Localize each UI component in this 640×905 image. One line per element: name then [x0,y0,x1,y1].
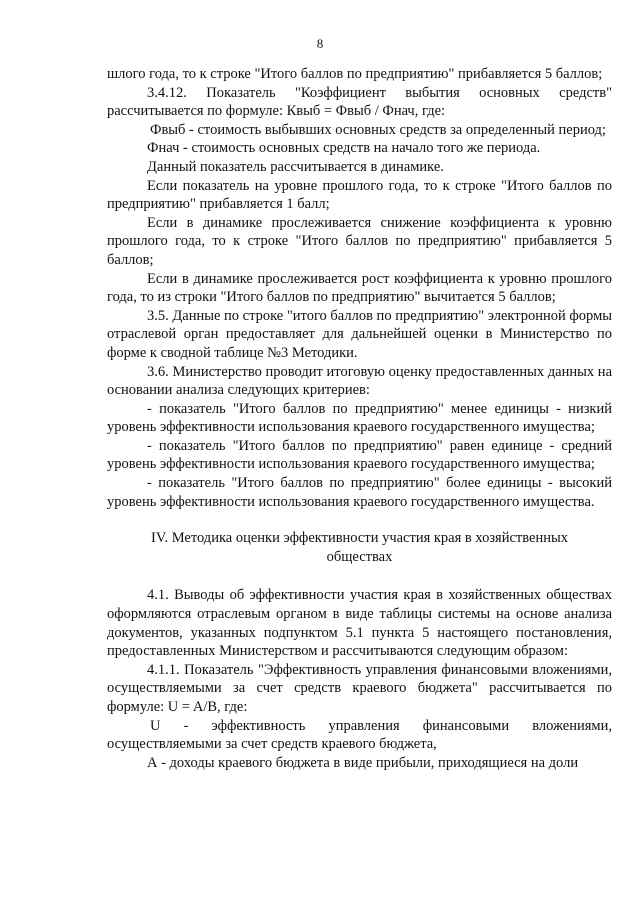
document-body [107,65,612,772]
paragraph-3-5: 3.5. Данные по строке "итого баллов по предприятию" электронной формы отраслевой орган предоставляет для дальнейшей оценки в Министерство по форме к сводной таблице №3 Методики. [107,307,612,361]
paragraph-3-4-12: 3.4.12. Показатель "Коэффициент выбытия основных средств" рассчитывается по формуле: Квыб = Фвыб / Фнач, где: [107,84,612,120]
criterion-low: - показатель "Итого баллов по предприятию" менее единицы - низкий уровень эффективности использования краевого государственного имущества; [107,400,612,436]
paragraph-dynamics: Данный показатель рассчитывается в динамике. [147,158,444,175]
paragraph-fvyb-definition: Фвыб - стоимость выбывших основных средств за определенный период; [150,121,606,138]
paragraph-same-level: Если показатель на уровне прошлого года, то к строке "Итого баллов по предприятию" прибавляется 1 балл; [107,177,612,213]
page-number: 8 [316,36,324,51]
paragraph-a-definition: А - доходы краевого бюджета в виде прибыли, приходящиеся на доли [147,754,579,771]
section-heading-line2: обществах [326,548,393,565]
paragraph-fnach-definition: Фнач - стоимость основных средств на начало того же периода. [147,140,541,157]
paragraph-4-1: 4.1. Выводы об эффективности участия края в хозяйственных обществах оформляются отраслевым органом в виде таблицы системы на основе анализа документов, указанных подпунктом 5.1 пункта 5 настоящего постановления, предоставленных Министерством и рассчитываются следующим образом: [107,587,612,660]
paragraph-decrease: Если в динамике прослеживается снижение коэффициента к уровню прошлого года, то к строке "Итого баллов по предприятию" прибавляется 5 баллов; [107,214,612,268]
paragraph-4-1-1: 4.1.1. Показатель "Эффективность управления финансовыми вложениями, осуществляемыми за счет средств краевого бюджета" рассчитывается по формуле: U = A/B, где: [107,661,612,715]
section-heading [107,529,612,566]
criterion-medium: - показатель "Итого баллов по предприятию" равен единице - средний уровень эффективности использования краевого государственного имущества; [107,437,612,473]
section-heading-line1: IV. Методика оценки эффективности участия края в хозяйственных [151,530,568,547]
paragraph-increase: Если в динамике прослеживается рост коэффициента к уровню прошлого года, то из строки "Итого баллов по предприятию" вычитается 5 баллов; [107,270,612,306]
criterion-high: - показатель "Итого баллов по предприятию" более единицы - высокий уровень эффективности использования краевого государственного имущества. [107,475,612,510]
paragraph-continuation: шлого года, то к строке "Итого баллов по предприятию" прибавляется 5 баллов; [107,66,603,82]
spacer [107,566,612,586]
spacer [107,511,612,529]
paragraph-3-6: 3.6. Министерство проводит итоговую оценку предоставленных данных на основании анализа следующих критериев: [107,363,612,399]
paragraph-u-definition: U - эффективность управления финансовыми вложениями, осуществляемыми за счет средств краевого бюджета, [107,717,612,753]
